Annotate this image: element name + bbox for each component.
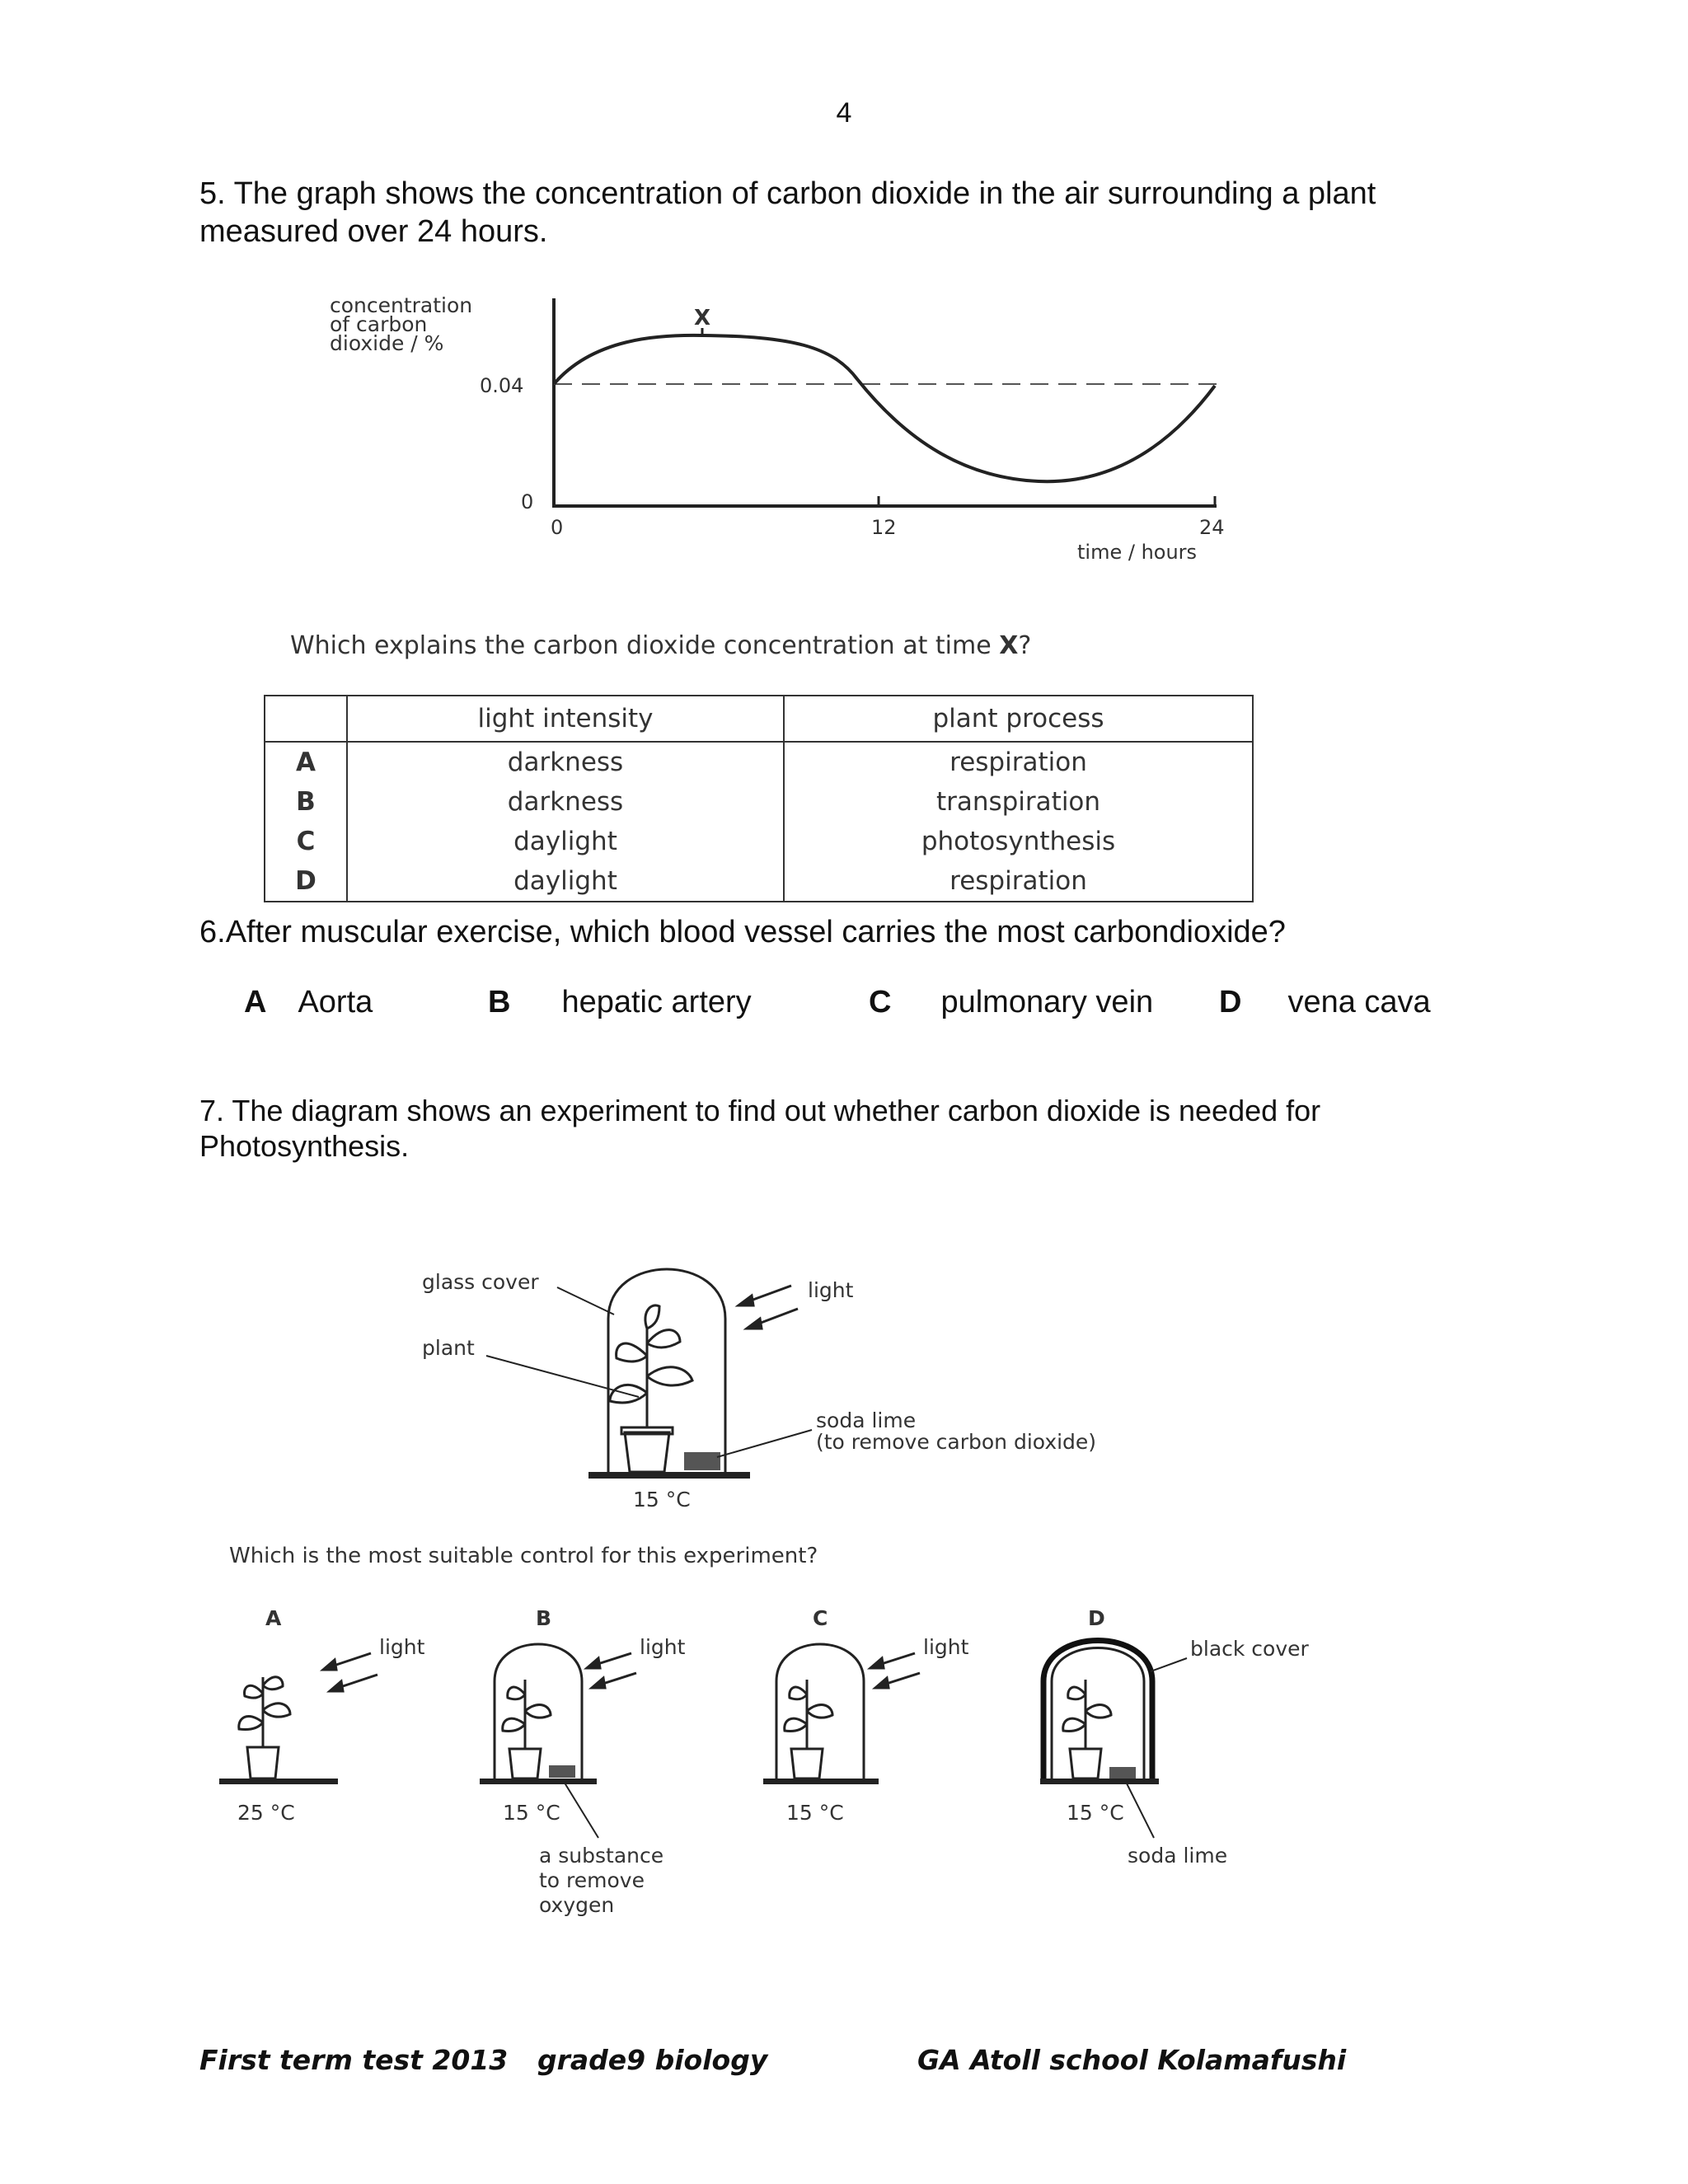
option-b-pot-icon — [509, 1749, 541, 1779]
graph-xlabel: time / hours — [1077, 541, 1198, 564]
base-plate — [588, 1472, 750, 1479]
label-plant: plant — [422, 1336, 475, 1360]
option-text: hepatic artery — [561, 985, 752, 1019]
table-row[interactable] — [265, 822, 1253, 861]
plant-leader — [486, 1356, 639, 1397]
table-header-light: light intensity — [347, 696, 784, 742]
graph-xtick-24: 24 — [1199, 516, 1225, 539]
graph-marker-x: X — [694, 306, 711, 330]
option-b-light: light — [640, 1635, 686, 1659]
q6-option-a[interactable] — [244, 985, 373, 1020]
q5-prompt-suffix: ? — [1018, 631, 1032, 660]
option-c-diagram[interactable] — [763, 1606, 969, 1825]
light-arrows-icon — [738, 1286, 798, 1329]
label-soda-lime: soda lime — [816, 1408, 917, 1432]
q7-text-line2: Photosynthesis. — [199, 1129, 410, 1163]
label-light: light — [808, 1278, 854, 1302]
table-row-light: darkness — [347, 782, 784, 822]
option-c-jar-icon — [776, 1644, 864, 1779]
plant-icon — [610, 1305, 692, 1427]
glass-cover-leader — [557, 1287, 614, 1315]
option-b-leader — [563, 1780, 598, 1838]
option-b-letter: B — [536, 1606, 552, 1630]
q5-prompt-x: X — [999, 631, 1019, 660]
option-b-plant-icon — [503, 1680, 551, 1749]
option-b-jar-icon — [495, 1644, 582, 1779]
table-row[interactable] — [265, 782, 1253, 822]
q6-question: 6.After muscular exercise, which blood vessel carries the most carbondioxide? — [199, 915, 1286, 949]
q6-option-c[interactable] — [869, 985, 1153, 1020]
q5-text-line1: 5. The graph shows the concentration of carbon dioxide in the air surrounding a plant — [199, 176, 1376, 211]
q5-prompt — [290, 631, 1031, 660]
q5-text-line2: measured over 24 hours. — [199, 214, 548, 249]
option-text: pulmonary vein — [940, 985, 1154, 1019]
graph-xtick-0: 0 — [551, 516, 564, 539]
label-glass-cover: glass cover — [422, 1270, 539, 1294]
soda-lime-icon — [684, 1452, 720, 1470]
option-d-soda-leader — [1125, 1780, 1154, 1838]
page-number: 4 — [836, 97, 852, 129]
option-d-temp: 15 °C — [1067, 1801, 1124, 1825]
table-row-letter: A — [265, 742, 347, 782]
label-soda-lime-purpose: (to remove carbon dioxide) — [816, 1430, 1097, 1454]
option-b-note2: to remove — [539, 1868, 645, 1892]
option-b-light-icon — [587, 1653, 636, 1688]
option-d-diagram[interactable] — [1040, 1606, 1310, 1868]
q7-text-line1: 7. The diagram shows an experiment to find out whether carbon dioxide is needed for — [199, 1094, 1321, 1127]
option-d-jar-icon — [1052, 1648, 1144, 1779]
table-row-letter: D — [265, 861, 347, 902]
option-text: Aorta — [298, 985, 373, 1019]
option-d-plant-icon — [1063, 1680, 1111, 1749]
table-row[interactable] — [265, 742, 1253, 782]
option-c-letter: C — [813, 1606, 828, 1630]
option-d-soda: soda lime — [1128, 1844, 1228, 1868]
footer-left: First term test 2013 — [199, 2044, 509, 2076]
option-b-substance-icon — [549, 1765, 575, 1778]
experiment-diagram — [0, 1236, 1688, 1533]
graph-ylabel-line2: of carbon — [330, 312, 428, 336]
option-c-temp: 15 °C — [786, 1801, 844, 1825]
table-header-blank — [265, 696, 347, 742]
control-options — [0, 1599, 1688, 1929]
graph-ytick-high: 0.04 — [480, 374, 524, 397]
option-a-pot-icon — [247, 1747, 279, 1779]
table-row-letter: B — [265, 782, 347, 822]
option-d-soda-lime-icon — [1109, 1767, 1136, 1779]
option-letter: A — [244, 985, 267, 1019]
graph-ylabel-line3: dioxide / % — [330, 331, 444, 355]
table-row-process: transpiration — [935, 787, 1101, 817]
co2-graph — [0, 280, 1688, 577]
option-b-note3: oxygen — [539, 1893, 615, 1917]
option-a-diagram[interactable] — [219, 1606, 425, 1825]
table-row-process: respiration — [950, 866, 1087, 896]
option-text: vena cava — [1287, 985, 1431, 1019]
option-letter: D — [1219, 985, 1242, 1019]
label-temp: 15 °C — [633, 1488, 691, 1511]
graph-ylabel-line1: concentration — [330, 293, 473, 317]
table-header-process: plant process — [784, 696, 1253, 742]
option-d-cover: black cover — [1190, 1637, 1309, 1661]
option-d-letter: D — [1088, 1606, 1105, 1630]
q6-option-b[interactable] — [488, 985, 752, 1020]
option-c-light: light — [923, 1635, 969, 1659]
option-c-base — [763, 1779, 879, 1784]
option-a-temp: 25 °C — [237, 1801, 295, 1825]
table-row-letter: C — [265, 822, 347, 861]
option-c-plant-icon — [785, 1680, 832, 1749]
table-row-process: photosynthesis — [921, 827, 1116, 856]
pot-rim — [621, 1427, 673, 1434]
option-a-plant-icon — [239, 1677, 290, 1747]
option-b-note1: a substance — [539, 1844, 664, 1868]
q7-prompt: Which is the most suitable control for this experiment? — [229, 1544, 818, 1568]
option-a-light: light — [379, 1635, 425, 1659]
option-c-pot-icon — [791, 1749, 823, 1779]
table-header-row — [265, 696, 1253, 742]
option-b-diagram[interactable] — [480, 1606, 686, 1917]
option-a-letter: A — [265, 1606, 282, 1630]
option-b-temp: 15 °C — [503, 1801, 560, 1825]
option-a-light-icon — [323, 1653, 377, 1691]
table-row-light: daylight — [347, 822, 784, 861]
graph-curve — [554, 335, 1215, 481]
table-row-light: darkness — [347, 742, 784, 782]
option-letter: B — [488, 985, 511, 1019]
option-c-light-icon — [870, 1653, 920, 1688]
q5-answer-table — [264, 695, 1254, 902]
soda-lime-leader — [717, 1430, 812, 1457]
footer-right: GA Atoll school Kolamafushi — [917, 2044, 1347, 2076]
option-letter: C — [869, 985, 892, 1019]
q6-option-d[interactable] — [1219, 985, 1431, 1020]
table-row-light: daylight — [347, 861, 784, 902]
graph-ytick-zero: 0 — [521, 490, 534, 513]
graph-xtick-12: 12 — [871, 516, 897, 539]
option-d-pot-icon — [1070, 1749, 1101, 1779]
footer-middle: grade9 biology — [537, 2044, 768, 2076]
option-a-base — [219, 1779, 338, 1784]
q5-prompt-text: Which explains the carbon dioxide concentration at time — [290, 631, 1000, 660]
option-d-cover-leader — [1151, 1658, 1187, 1671]
plant-pot-icon — [625, 1432, 669, 1472]
table-row[interactable] — [265, 861, 1253, 902]
table-row-process: respiration — [950, 748, 1087, 777]
option-d-base — [1040, 1779, 1159, 1784]
